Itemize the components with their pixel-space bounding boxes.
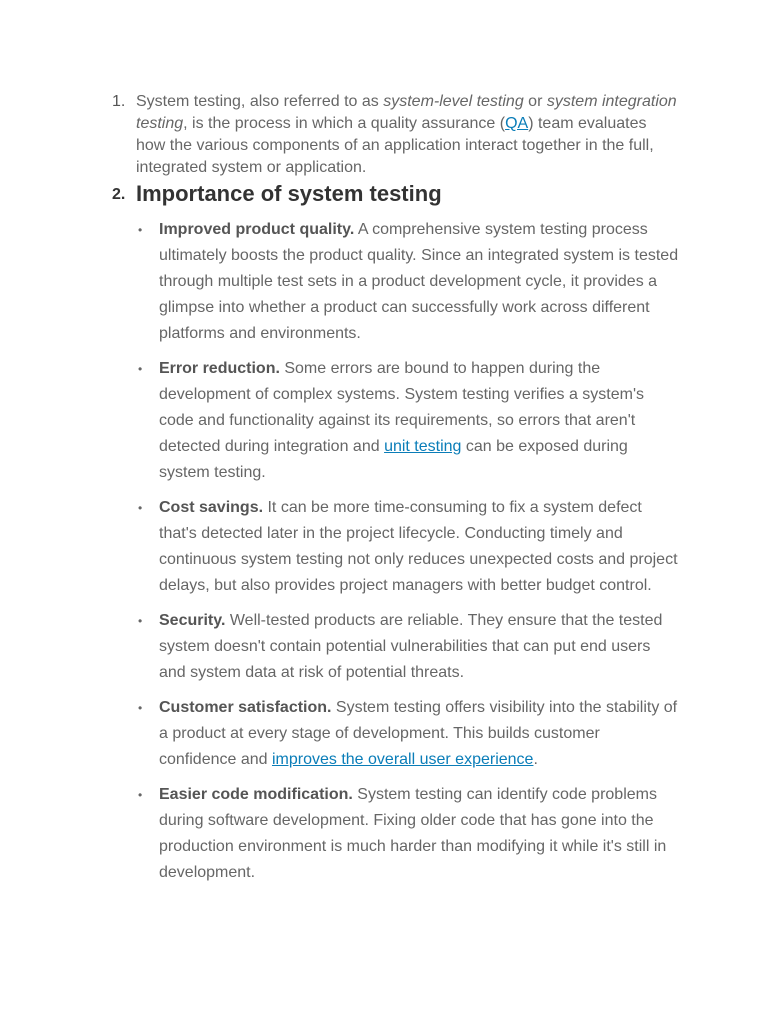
- bullet-body: It can be more time-consuming to fix a system defect that's detected later in the project lifecycle. Conducting timely and continuous system testing not only reduces unexpected costs and project delays, but also provides project managers with better budget control.: [159, 499, 678, 594]
- ordered-list: [108, 91, 680, 886]
- definition-text-part4: ) team evaluates how the various components of an application interact together in the full, integrated system or application.: [136, 115, 654, 176]
- bullet-body: Well-tested products are reliable. They ensure that the tested system doesn't contain potential vulnerabilities that can put end users and system data at risk of potential threats.: [159, 612, 663, 681]
- bullet-icon: •: [138, 788, 143, 802]
- bullet-error-reduction: [136, 356, 680, 486]
- bullet-easier-code-modification: [136, 782, 680, 886]
- bullet-icon: •: [138, 701, 143, 715]
- bullet-body: System testing offers visibility into the stability of a product at every stage of development. This builds customer confidence and: [159, 699, 678, 768]
- bullet-body: A comprehensive system testing process ultimately boosts the product quality. Since an integrated system is tested through multiple test sets in a product development cycle, it provides a glimpse into whether a product can successfully work across different platforms and environments.: [159, 221, 679, 342]
- bullet-body: System testing can identify code problems during software development. Fixing older code that has gone into the production environment is much harder than modifying it while it's still in development.: [159, 786, 667, 881]
- bullet-icon: •: [138, 362, 143, 376]
- user-experience-link[interactable]: improves the overall user experience: [271, 751, 534, 768]
- bullet-security: [136, 608, 680, 686]
- bullet-title: Cost savings.: [159, 499, 264, 516]
- bullet-icon: •: [138, 614, 143, 628]
- definition-text-part1: System testing, also referred to as: [136, 93, 384, 110]
- list-number: 2.: [112, 186, 126, 203]
- definition-text-part2: or: [523, 93, 547, 110]
- bullet-icon: •: [138, 223, 143, 237]
- definition-text-part3: , is the process in which a quality assurance (: [183, 115, 506, 132]
- bullet-title: Easier code modification.: [159, 786, 353, 803]
- bullet-title: Security.: [159, 612, 226, 629]
- section-heading: Importance of system testing: [136, 181, 442, 206]
- bullet-title: Improved product quality.: [159, 221, 355, 238]
- qa-link[interactable]: QA: [505, 115, 529, 132]
- bullet-cost-savings: [136, 495, 680, 599]
- definition-italic-system-level: system-level testing: [383, 93, 524, 110]
- unit-testing-link[interactable]: unit testing: [384, 438, 462, 455]
- bullet-body-after: .: [533, 751, 538, 768]
- bullet-customer-satisfaction: [136, 695, 680, 773]
- bullet-body-after: can be exposed during system testing.: [159, 438, 628, 481]
- bullet-improved-quality: [136, 217, 680, 347]
- bullet-icon: •: [138, 501, 143, 515]
- importance-bullet-list: [136, 217, 680, 886]
- list-number: 1.: [112, 93, 126, 110]
- bullet-title: Error reduction.: [159, 360, 280, 377]
- list-item-importance: [108, 179, 680, 886]
- bullet-body: Some errors are bound to happen during the development of complex systems. System testing verifies a system's code and functionality against its requirements, so errors that aren't detected during integration and: [159, 360, 645, 455]
- document-content: [108, 91, 680, 895]
- definition-italic-system-integration: system integration testing: [136, 93, 677, 132]
- list-item-definition: [108, 91, 680, 179]
- bullet-title: Customer satisfaction.: [159, 699, 332, 716]
